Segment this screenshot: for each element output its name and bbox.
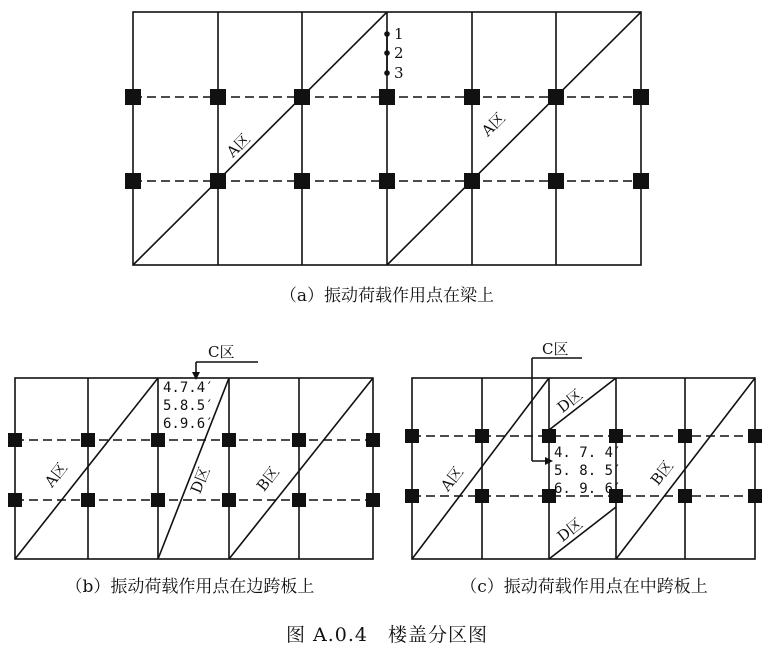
diagonal-b-b xyxy=(229,378,373,559)
diagonal-a-left xyxy=(133,12,387,265)
zone-d-label-b: D区 xyxy=(186,464,214,497)
zone-d-label-c-bottom: D区 xyxy=(553,514,587,546)
zone-a-label-right: A区 xyxy=(477,108,509,140)
zone-a-label-left: A区 xyxy=(222,129,254,161)
diagonal-c-a xyxy=(412,378,549,559)
diagonal-a-right xyxy=(387,12,641,265)
grid-row-b-2: 5.8.5′ xyxy=(163,398,214,414)
zone-b-label-b: B区 xyxy=(252,463,284,495)
zone-c-label-c: C区 xyxy=(542,340,569,358)
zone-c-label-b: C区 xyxy=(208,343,235,361)
panel-a xyxy=(125,12,649,306)
grid-row-c-2: 5. 8. 5′ xyxy=(554,463,622,479)
zone-b-label-c: B区 xyxy=(646,457,678,489)
panel-b xyxy=(8,343,380,597)
grid-row-c-3: 6. 9. 6′ xyxy=(554,481,622,497)
panel-a-caption: （a）振动荷载作用点在梁上 xyxy=(279,286,495,306)
grid-row-b-3: 6.9.6′ xyxy=(163,416,214,432)
point-3-label: 3 xyxy=(394,64,404,82)
panel-c-caption: （c）振动荷载作用点在中跨板上 xyxy=(460,577,708,597)
zone-a-label-b: A区 xyxy=(41,459,72,491)
point-grid-b xyxy=(163,380,214,432)
panel-b-caption: （b）振动荷载作用点在边跨板上 xyxy=(65,577,315,597)
panel-c xyxy=(405,340,762,597)
grid-row-c-1: 4. 7. 4′ xyxy=(554,445,622,461)
zone-c-pointer-b xyxy=(192,343,258,380)
grid-row-b-1: 4.7.4′ xyxy=(163,380,214,396)
point-grid-c xyxy=(554,445,621,497)
figure-title: 图 A.0.4 楼盖分区图 xyxy=(285,624,489,646)
zone-a-label-c: A区 xyxy=(437,463,468,495)
zone-d-label-c-top: D区 xyxy=(553,385,587,417)
point-1-label: 1 xyxy=(394,25,404,43)
point-2-label: 2 xyxy=(394,44,404,62)
diagonal-b-a xyxy=(15,378,158,559)
measuring-points xyxy=(384,25,403,82)
